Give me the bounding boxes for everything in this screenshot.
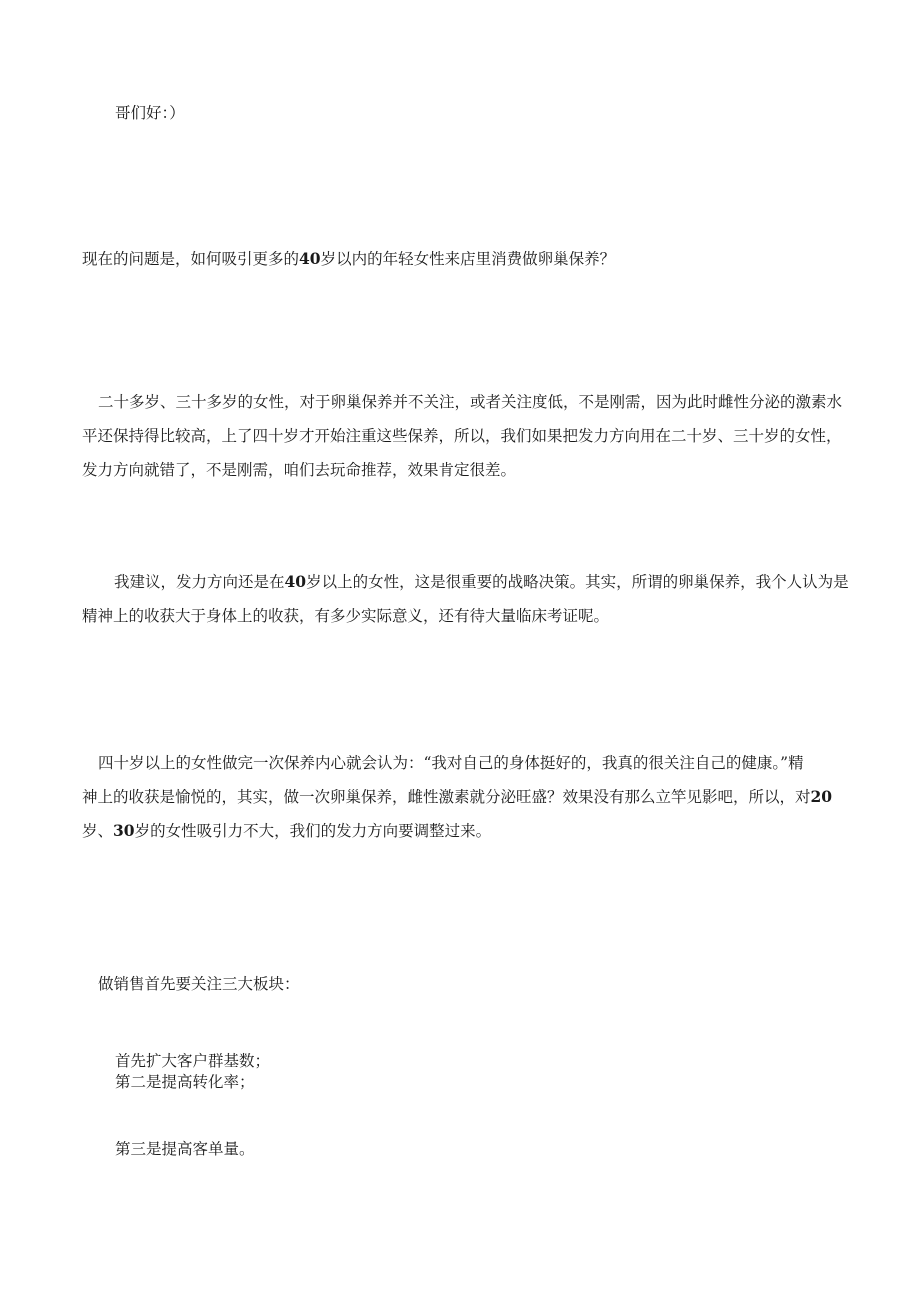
sales-intro: 做销售首先要关注三大板块：	[98, 975, 300, 993]
sales-item-2: 第二是提高转化率；	[115, 1073, 255, 1091]
effect-line-2: 神上的收获是愉悦的，其实，做一次卵巢保养，雌性激素就分泌旺盛？效果没有那么立竿见影吧，所以，对20	[82, 787, 833, 806]
paragraph-effect: 四十岁以上的女性做完一次保养内心就会认为：“我对自己的身体挺好的，我真的很关注自己的健康。”精 神上的收获是愉悦的，其实，做一次卵巢保养，雌性激素就分泌旺盛？效果没有那么立竿见影吧，所以，对20 岁、30岁的女性吸引力不大，我们的发力方向要调整过来。	[82, 746, 842, 848]
question-paragraph	[82, 242, 842, 276]
sales-item-1: 首先扩大客户群基数；	[115, 1052, 271, 1070]
effect-line-3: 岁、30岁的女性吸引力不大，我们的发力方向要调整过来。	[82, 821, 492, 840]
effect-line-3-lead: 岁、	[82, 822, 114, 840]
recommendation-line-1: 我建议，发力方向还是在40岁以上的女性，这是很重要的战略决策。其实，所谓的卵巢保养，我个人认为是	[114, 572, 849, 591]
question-line: 现在的问题是，如何吸引更多的40岁以内的年轻女性来店里消费做卵巢保养？	[82, 249, 616, 268]
paragraph-recommendation: 我建议，发力方向还是在40岁以上的女性，这是很重要的战略决策。其实，所谓的卵巢保养，我个人认为是 精神上的收获大于身体上的收获，有多少实际意义，还有待大量临床考证呢。	[82, 565, 842, 633]
sales-item-3: 第三是提高客单量。	[115, 1140, 255, 1158]
greeting: 哥们好：）	[115, 104, 185, 122]
paragraph-age-analysis: 二十多岁、三十多岁的女性，对于卵巢保养并不关注，或者关注度低，不是刚需，因为此时雌性分泌的激素水 平还保持得比较高，上了四十岁才开始注重这些保养，所以，我们如果把发力方向用在二十岁、三十岁的女性， 发力方向就错了，不是刚需，咱们去玩命推荐，效果肯定很差。	[82, 393, 843, 479]
